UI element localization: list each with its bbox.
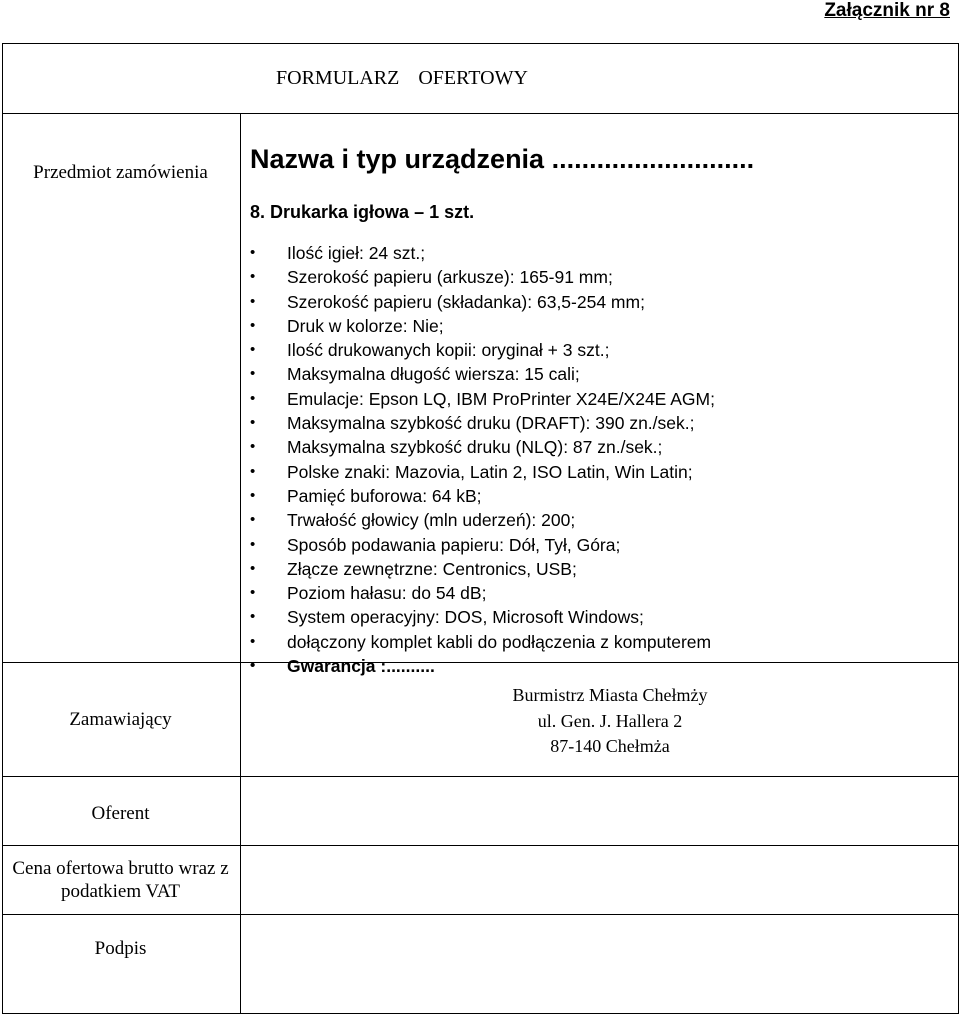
bullet-icon: • — [250, 414, 256, 432]
offeror-label: Oferent — [91, 803, 150, 824]
warranty-item — [250, 656, 715, 680]
list-item: • Pamięć buforowa: 64 kB; — [250, 485, 482, 506]
list-item: • Maksymalna szybkość druku (DRAFT): 390 zn./sek.; — [250, 413, 695, 434]
list-item: • Trwałość głowicy (mln uderzeń): 200; — [250, 510, 576, 531]
orderer-label: Zamawiający — [69, 709, 172, 730]
warranty-text: Gwarancja :.......... — [287, 656, 435, 677]
table-border-right — [958, 43, 959, 1014]
attachment-label: Załącznik nr 8 — [824, 0, 950, 21]
device-heading: Nazwa i typ urządzenia ........................... — [250, 144, 755, 174]
bullet-icon: • — [250, 462, 256, 480]
list-item: • System operacyjny: DOS, Microsoft Windows; — [250, 607, 644, 628]
list-item: • Maksymalna szybkość druku (NLQ): 87 zn./sek.; — [250, 437, 663, 458]
orderer-city: 87-140 Chełmża — [550, 736, 670, 756]
table-border-orderer-bottom — [2, 776, 959, 777]
orderer-address — [440, 683, 780, 760]
table-border-title-bottom — [2, 113, 959, 114]
list-item: • Poziom hałasu: do 54 dB; — [250, 583, 487, 604]
bullet-icon: • — [250, 244, 256, 261]
table-border-offeror-bottom — [2, 845, 959, 846]
bullet-icon: • — [250, 292, 256, 310]
orderer-name: Burmistrz Miasta Chełmży — [512, 685, 708, 705]
list-item: • Maksymalna długość wiersza: 15 cali; — [250, 364, 580, 385]
bullet-icon: • — [250, 559, 256, 577]
list-item: • Złącze zewnętrzne: Centronics, USB; — [250, 558, 577, 579]
bullet-icon: • — [250, 389, 256, 407]
signature-field[interactable] — [242, 916, 956, 1012]
list-item: • Ilość drukowanych kopii: oryginał + 3 szt.; — [250, 340, 610, 361]
subject-label: Przedmiot zamówienia — [33, 162, 208, 183]
bullet-icon: • — [250, 632, 256, 650]
table-border-bottom — [2, 1013, 959, 1014]
price-label: Cena ofertowa brutto wraz z podatkiem VAT — [12, 858, 229, 902]
bullet-icon: • — [250, 608, 256, 626]
bullet-icon: • — [250, 486, 256, 504]
table-column-divider — [240, 113, 241, 1014]
bullet-icon: • — [250, 341, 256, 359]
bullet-icon: • — [250, 535, 256, 553]
list-item: • Druk w kolorze: Nie; — [250, 315, 444, 336]
price-field[interactable] — [242, 847, 956, 913]
list-item: • dołączony komplet kabli do podłączenia z komputerem — [250, 631, 712, 652]
table-border-top — [2, 43, 959, 44]
list-item: • Emulacje: Epson LQ, IBM ProPrinter X24E/X24E AGM; — [250, 388, 715, 409]
item-heading: 8. Drukarka igłowa – 1 szt. — [250, 202, 475, 222]
bullet-icon: • — [250, 657, 256, 675]
bullet-icon: • — [250, 438, 256, 456]
bullet-icon: • — [250, 584, 256, 602]
bullet-icon: • — [250, 511, 256, 529]
offeror-field[interactable] — [242, 778, 956, 844]
list-item: • Sposób podawania papieru: Dół, Tył, Góra; — [250, 534, 621, 555]
list-item: • Ilość igieł: 24 szt.; — [250, 243, 426, 263]
list-item: • Polske znaki: Mazovia, Latin 2, ISO Latin, Win Latin; — [250, 461, 693, 482]
bullet-icon: • — [250, 365, 256, 383]
list-item: • Szerokość papieru (składanka): 63,5-254 mm; — [250, 291, 645, 312]
bullet-icon: • — [250, 316, 256, 334]
form-title: FORMULARZ OFERTOWY — [276, 67, 528, 89]
spec-list — [250, 243, 715, 680]
orderer-street: ul. Gen. J. Hallera 2 — [537, 710, 683, 731]
list-item: • Szerokość papieru (arkusze): 165-91 mm; — [250, 267, 613, 288]
signature-label: Podpis — [94, 938, 147, 959]
bullet-icon: • — [250, 268, 256, 286]
table-border-price-bottom — [2, 914, 959, 915]
